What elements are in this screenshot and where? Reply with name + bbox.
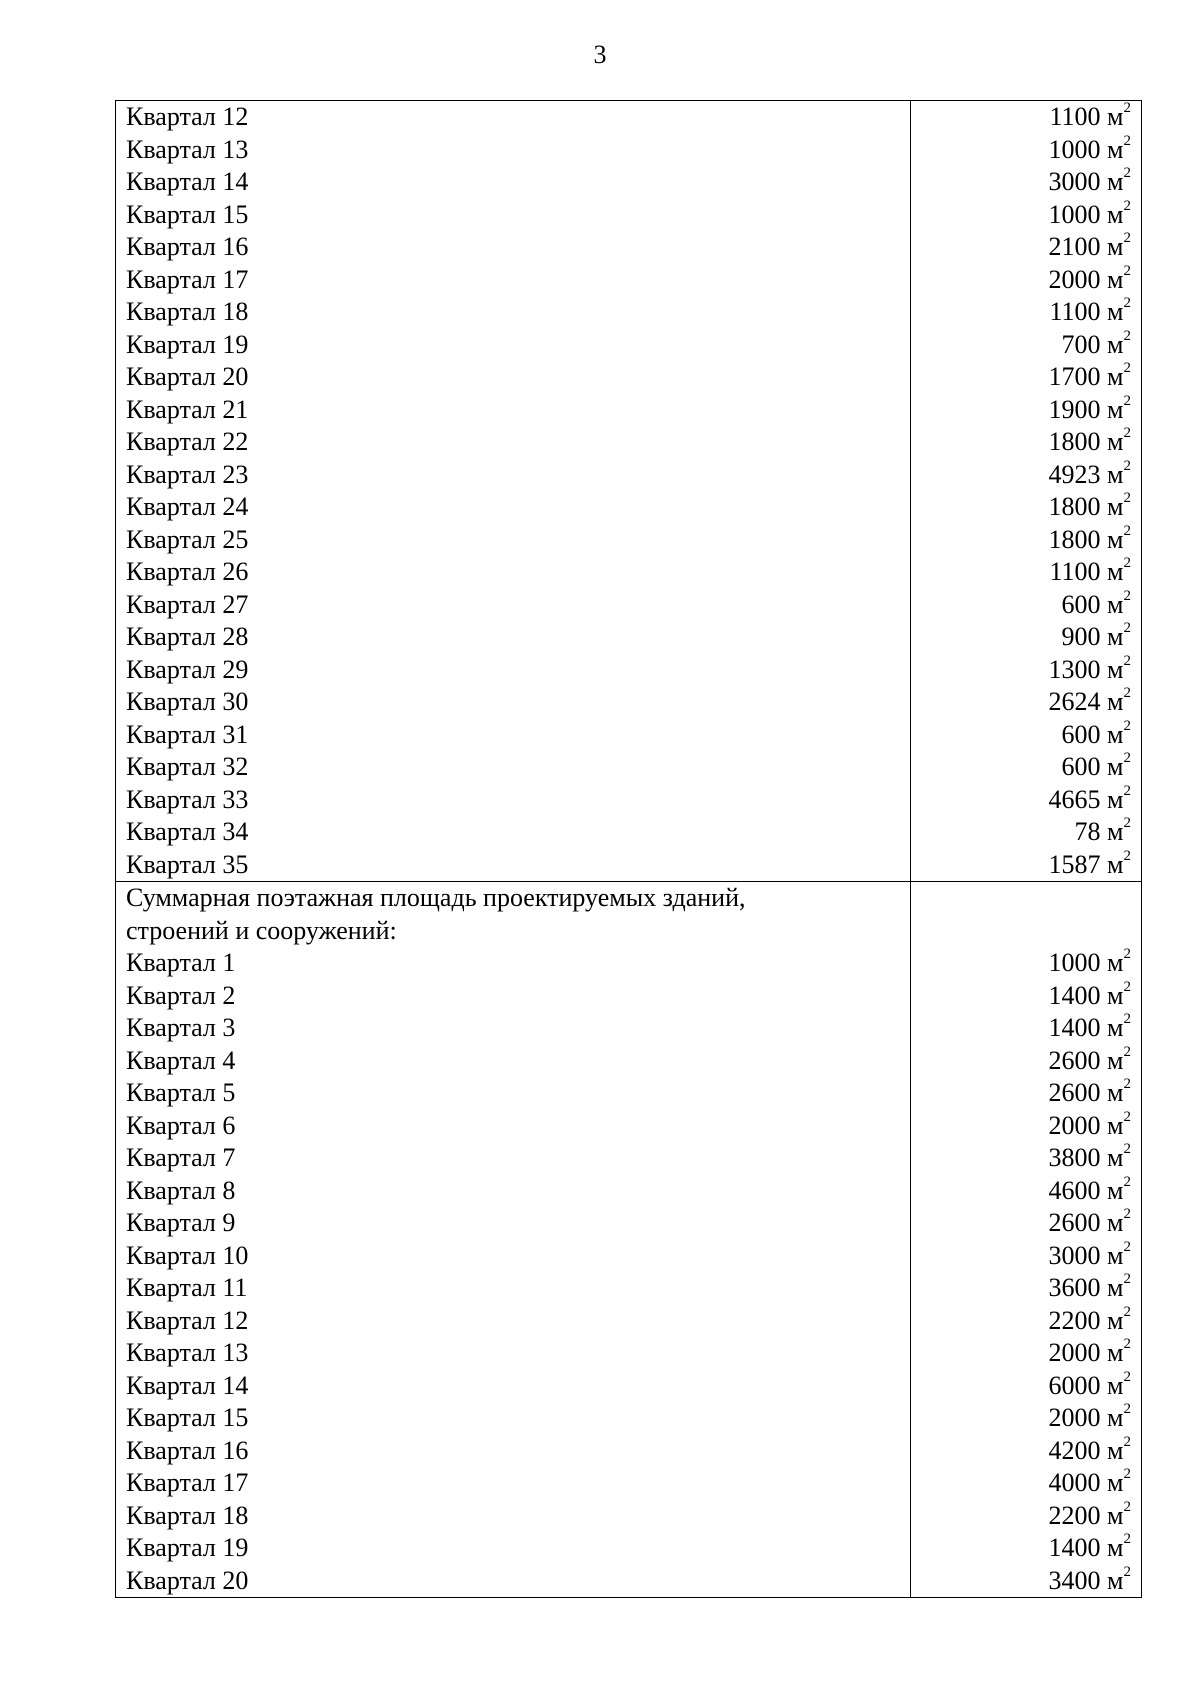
unit-power: 2 bbox=[1123, 750, 1131, 767]
row-value bbox=[911, 1110, 1141, 1143]
unit-power: 2 bbox=[1123, 522, 1131, 539]
area-unit: м bbox=[1107, 199, 1124, 229]
unit-power: 2 bbox=[1123, 1368, 1131, 1385]
area-value: 3000 bbox=[1048, 167, 1101, 196]
unit-power: 2 bbox=[1123, 555, 1131, 572]
area-unit: м bbox=[1107, 102, 1124, 131]
row-label: Квартал 11 bbox=[126, 1273, 248, 1302]
unit-power: 2 bbox=[1123, 1271, 1131, 1288]
row-value bbox=[911, 589, 1141, 622]
unit-power: 2 bbox=[1123, 782, 1131, 799]
unit-power: 2 bbox=[1123, 1238, 1131, 1255]
unit-power: 2 bbox=[1123, 1401, 1131, 1418]
row-value bbox=[911, 1370, 1141, 1403]
row-label: Квартал 30 bbox=[126, 687, 249, 716]
unit-power: 2 bbox=[1123, 1076, 1131, 1093]
row-value bbox=[911, 491, 1141, 524]
area-value: 2000 bbox=[1048, 1403, 1101, 1432]
row-value bbox=[911, 1337, 1141, 1370]
unit-power: 2 bbox=[1123, 132, 1131, 149]
area-value: 1000 bbox=[1048, 199, 1101, 229]
row-value bbox=[911, 1305, 1141, 1338]
row-label: Квартал 12 bbox=[126, 102, 249, 131]
unit-power: 2 bbox=[1123, 620, 1131, 637]
unit-power: 2 bbox=[1123, 587, 1131, 604]
unit-power: 2 bbox=[1123, 815, 1131, 832]
row-value bbox=[911, 361, 1141, 394]
area-unit: м bbox=[1107, 459, 1124, 489]
row-label: Квартал 19 bbox=[126, 1533, 249, 1562]
row-label: Квартал 34 bbox=[126, 817, 249, 846]
row-value bbox=[911, 459, 1141, 492]
unit-power: 2 bbox=[1123, 262, 1131, 279]
area-unit: м bbox=[1107, 1078, 1124, 1107]
area-value: 3000 bbox=[1048, 1240, 1101, 1270]
area-unit: м bbox=[1107, 1338, 1124, 1367]
area-value: 1400 bbox=[1048, 1013, 1101, 1042]
row-label: Квартал 21 bbox=[126, 394, 249, 424]
area-unit: м bbox=[1107, 1403, 1124, 1432]
row-value bbox=[911, 1272, 1141, 1305]
unit-power: 2 bbox=[1123, 360, 1131, 377]
row-value bbox=[911, 166, 1141, 199]
area-unit: м bbox=[1107, 1175, 1124, 1205]
section-1-values bbox=[911, 101, 1142, 882]
unit-power: 2 bbox=[1123, 652, 1131, 669]
area-unit: м bbox=[1107, 232, 1124, 261]
row-value bbox=[911, 784, 1141, 817]
area-value: 1100 bbox=[1049, 557, 1101, 586]
row-value bbox=[911, 751, 1141, 784]
section-heading-line-1: Суммарная поэтажная площадь проектируемых зданий, bbox=[126, 883, 746, 912]
area-value: 2100 bbox=[1048, 232, 1101, 261]
row-label: Квартал 18 bbox=[126, 297, 249, 326]
unit-power: 2 bbox=[1123, 100, 1131, 117]
row-label: Квартал 15 bbox=[126, 1403, 249, 1432]
row-label: Квартал 14 bbox=[126, 1370, 249, 1400]
area-value: 6000 bbox=[1048, 1370, 1101, 1400]
row-value bbox=[911, 296, 1141, 329]
unit-power: 2 bbox=[1123, 392, 1131, 409]
row-label: Квартал 2 bbox=[126, 980, 236, 1010]
area-value: 2200 bbox=[1048, 1500, 1101, 1530]
row-label: Квартал 33 bbox=[126, 784, 249, 814]
area-value: 700 bbox=[1061, 329, 1101, 359]
area-unit: м bbox=[1107, 1435, 1124, 1465]
row-value bbox=[911, 329, 1141, 362]
unit-power: 2 bbox=[1123, 1173, 1131, 1190]
area-value: 2200 bbox=[1048, 1305, 1101, 1335]
area-unit: м bbox=[1107, 1370, 1124, 1400]
unit-power: 2 bbox=[1123, 1531, 1131, 1548]
row-label: Квартал 17 bbox=[126, 264, 249, 294]
unit-power: 2 bbox=[1123, 230, 1131, 247]
area-unit: м bbox=[1107, 1045, 1124, 1075]
row-value bbox=[911, 524, 1141, 557]
unit-power: 2 bbox=[1123, 1141, 1131, 1158]
unit-power: 2 bbox=[1123, 978, 1131, 995]
area-unit: м bbox=[1107, 719, 1124, 749]
area-unit: м bbox=[1107, 752, 1124, 781]
row-label: Квартал 7 bbox=[126, 1143, 236, 1172]
unit-power: 2 bbox=[1123, 847, 1131, 864]
row-value bbox=[911, 1077, 1141, 1110]
area-value: 1000 bbox=[1048, 134, 1101, 164]
area-value: 600 bbox=[1061, 589, 1101, 619]
area-unit: м bbox=[1107, 1305, 1124, 1335]
area-unit: м bbox=[1107, 1273, 1124, 1302]
unit-power: 2 bbox=[1123, 717, 1131, 734]
area-value: 1800 bbox=[1048, 427, 1101, 456]
row-value bbox=[911, 1045, 1141, 1078]
area-value: 1000 bbox=[1048, 948, 1101, 977]
row-value bbox=[911, 1435, 1141, 1468]
area-unit: м bbox=[1107, 362, 1124, 391]
unit-power: 2 bbox=[1123, 1563, 1131, 1580]
row-label: Квартал 6 bbox=[126, 1110, 236, 1140]
area-value: 78 bbox=[1074, 817, 1101, 846]
row-label: Квартал 20 bbox=[126, 362, 249, 391]
section-heading-line-2: строений и сооружений: bbox=[126, 915, 397, 945]
unit-power: 2 bbox=[1123, 197, 1131, 214]
area-value: 1400 bbox=[1048, 980, 1101, 1010]
row-label: Квартал 16 bbox=[126, 232, 249, 261]
unit-power: 2 bbox=[1123, 946, 1131, 963]
row-label: Квартал 5 bbox=[126, 1078, 236, 1107]
row-label: Квартал 25 bbox=[126, 524, 249, 554]
row-value bbox=[911, 1500, 1141, 1533]
row-label: Квартал 28 bbox=[126, 622, 249, 651]
row-value bbox=[911, 816, 1141, 849]
area-value: 3600 bbox=[1048, 1273, 1101, 1302]
row-value bbox=[911, 980, 1141, 1013]
row-value bbox=[911, 1565, 1141, 1598]
area-value: 2000 bbox=[1048, 1110, 1101, 1140]
heading-spacer bbox=[911, 915, 1141, 948]
row-label: Квартал 22 bbox=[126, 427, 249, 456]
area-unit: м bbox=[1107, 557, 1124, 586]
row-value bbox=[911, 686, 1141, 719]
row-label: Квартал 26 bbox=[126, 557, 249, 586]
row-label: Квартал 1 bbox=[126, 948, 236, 977]
row-label: Квартал 27 bbox=[126, 589, 249, 619]
section-1-labels bbox=[116, 101, 911, 882]
row-value bbox=[911, 947, 1141, 980]
section-2-labels bbox=[116, 882, 911, 1598]
area-value: 2600 bbox=[1048, 1208, 1101, 1237]
unit-power: 2 bbox=[1123, 327, 1131, 344]
row-label: Квартал 17 bbox=[126, 1468, 249, 1497]
section-2-values bbox=[911, 882, 1142, 1598]
row-label: Квартал 19 bbox=[126, 329, 249, 359]
row-value bbox=[911, 1240, 1141, 1273]
row-value bbox=[911, 394, 1141, 427]
unit-power: 2 bbox=[1123, 1206, 1131, 1223]
area-value: 3400 bbox=[1048, 1565, 1101, 1595]
area-value: 1400 bbox=[1048, 1533, 1101, 1562]
area-unit: м bbox=[1107, 134, 1124, 164]
row-label: Квартал 18 bbox=[126, 1500, 249, 1530]
unit-power: 2 bbox=[1123, 1011, 1131, 1028]
row-label: Квартал 9 bbox=[126, 1208, 236, 1237]
unit-power: 2 bbox=[1123, 1336, 1131, 1353]
area-value: 1587 bbox=[1048, 849, 1101, 879]
row-value bbox=[911, 1402, 1141, 1435]
row-label: Квартал 29 bbox=[126, 654, 249, 684]
row-value bbox=[911, 264, 1141, 297]
area-unit: м bbox=[1107, 329, 1124, 359]
area-value: 3800 bbox=[1048, 1143, 1101, 1172]
area-unit: м bbox=[1107, 980, 1124, 1010]
row-label: Квартал 32 bbox=[126, 752, 249, 781]
area-unit: м bbox=[1107, 1500, 1124, 1530]
row-label: Квартал 14 bbox=[126, 167, 249, 196]
row-label: Квартал 3 bbox=[126, 1013, 236, 1042]
page-number: 3 bbox=[593, 40, 607, 69]
row-label: Квартал 8 bbox=[126, 1175, 236, 1205]
row-label: Квартал 15 bbox=[126, 199, 249, 229]
row-label: Квартал 23 bbox=[126, 459, 249, 489]
unit-power: 2 bbox=[1123, 425, 1131, 442]
row-value bbox=[911, 621, 1141, 654]
row-label: Квартал 16 bbox=[126, 1435, 249, 1465]
area-value: 1100 bbox=[1049, 102, 1101, 131]
area-value: 2000 bbox=[1048, 1338, 1101, 1367]
row-value bbox=[911, 1142, 1141, 1175]
row-label: Квартал 12 bbox=[126, 1305, 249, 1335]
row-value bbox=[911, 654, 1141, 687]
area-value: 4923 bbox=[1048, 459, 1101, 489]
row-label: Квартал 13 bbox=[126, 1338, 249, 1367]
area-unit: м bbox=[1107, 394, 1124, 424]
area-unit: м bbox=[1107, 264, 1124, 294]
row-value bbox=[911, 1012, 1141, 1045]
area-unit: м bbox=[1107, 687, 1124, 716]
area-unit: м bbox=[1107, 849, 1124, 879]
row-label: Квартал 4 bbox=[126, 1045, 236, 1075]
unit-power: 2 bbox=[1123, 490, 1131, 507]
area-unit: м bbox=[1107, 784, 1124, 814]
area-table bbox=[115, 100, 1142, 1598]
area-unit: м bbox=[1107, 622, 1124, 651]
table-row-section-1 bbox=[116, 101, 1142, 882]
area-unit: м bbox=[1107, 492, 1124, 521]
row-label: Квартал 10 bbox=[126, 1240, 249, 1270]
unit-power: 2 bbox=[1123, 1466, 1131, 1483]
area-unit: м bbox=[1107, 817, 1124, 846]
area-unit: м bbox=[1107, 1013, 1124, 1042]
unit-power: 2 bbox=[1123, 1303, 1131, 1320]
area-value: 1100 bbox=[1049, 297, 1101, 326]
row-value bbox=[911, 849, 1141, 882]
row-value bbox=[911, 1175, 1141, 1208]
area-unit: м bbox=[1107, 524, 1124, 554]
area-value: 4665 bbox=[1048, 784, 1101, 814]
area-unit: м bbox=[1107, 1208, 1124, 1237]
area-value: 1300 bbox=[1048, 654, 1101, 684]
row-label: Квартал 20 bbox=[126, 1565, 249, 1595]
row-value bbox=[911, 1207, 1141, 1240]
unit-power: 2 bbox=[1123, 685, 1131, 702]
row-value bbox=[911, 231, 1141, 264]
row-value bbox=[911, 426, 1141, 459]
area-value: 4000 bbox=[1048, 1468, 1101, 1497]
area-unit: м bbox=[1107, 427, 1124, 456]
area-unit: м bbox=[1107, 1143, 1124, 1172]
area-value: 1700 bbox=[1048, 362, 1101, 391]
area-unit: м bbox=[1107, 297, 1124, 326]
heading-spacer bbox=[911, 882, 1141, 915]
row-value bbox=[911, 101, 1141, 134]
unit-power: 2 bbox=[1123, 165, 1131, 182]
area-value: 600 bbox=[1061, 752, 1101, 781]
row-label: Квартал 35 bbox=[126, 849, 249, 879]
area-value: 2000 bbox=[1048, 264, 1101, 294]
row-value bbox=[911, 134, 1141, 167]
row-value bbox=[911, 1467, 1141, 1500]
row-label: Квартал 24 bbox=[126, 492, 249, 521]
area-unit: м bbox=[1107, 589, 1124, 619]
area-value: 1900 bbox=[1048, 394, 1101, 424]
row-value bbox=[911, 556, 1141, 589]
row-value bbox=[911, 1532, 1141, 1565]
area-unit: м bbox=[1107, 1240, 1124, 1270]
area-value: 4600 bbox=[1048, 1175, 1101, 1205]
unit-power: 2 bbox=[1123, 457, 1131, 474]
area-unit: м bbox=[1107, 167, 1124, 196]
row-value bbox=[911, 199, 1141, 232]
area-value: 1800 bbox=[1048, 524, 1101, 554]
unit-power: 2 bbox=[1123, 1498, 1131, 1515]
area-value: 2600 bbox=[1048, 1045, 1101, 1075]
area-value: 2624 bbox=[1048, 687, 1101, 716]
area-unit: м bbox=[1107, 1565, 1124, 1595]
unit-power: 2 bbox=[1123, 295, 1131, 312]
area-value: 4200 bbox=[1048, 1435, 1101, 1465]
area-unit: м bbox=[1107, 1468, 1124, 1497]
area-unit: м bbox=[1107, 654, 1124, 684]
area-value: 1800 bbox=[1048, 492, 1101, 521]
unit-power: 2 bbox=[1123, 1043, 1131, 1060]
area-unit: м bbox=[1107, 948, 1124, 977]
unit-power: 2 bbox=[1123, 1108, 1131, 1125]
row-label: Квартал 13 bbox=[126, 134, 249, 164]
row-value bbox=[911, 719, 1141, 752]
area-unit: м bbox=[1107, 1110, 1124, 1140]
area-value: 600 bbox=[1061, 719, 1101, 749]
unit-power: 2 bbox=[1123, 1433, 1131, 1450]
area-unit: м bbox=[1107, 1533, 1124, 1562]
area-value: 900 bbox=[1061, 622, 1101, 651]
table-row-section-2 bbox=[116, 882, 1142, 1598]
row-label: Квартал 31 bbox=[126, 719, 249, 749]
area-value: 2600 bbox=[1048, 1078, 1101, 1107]
